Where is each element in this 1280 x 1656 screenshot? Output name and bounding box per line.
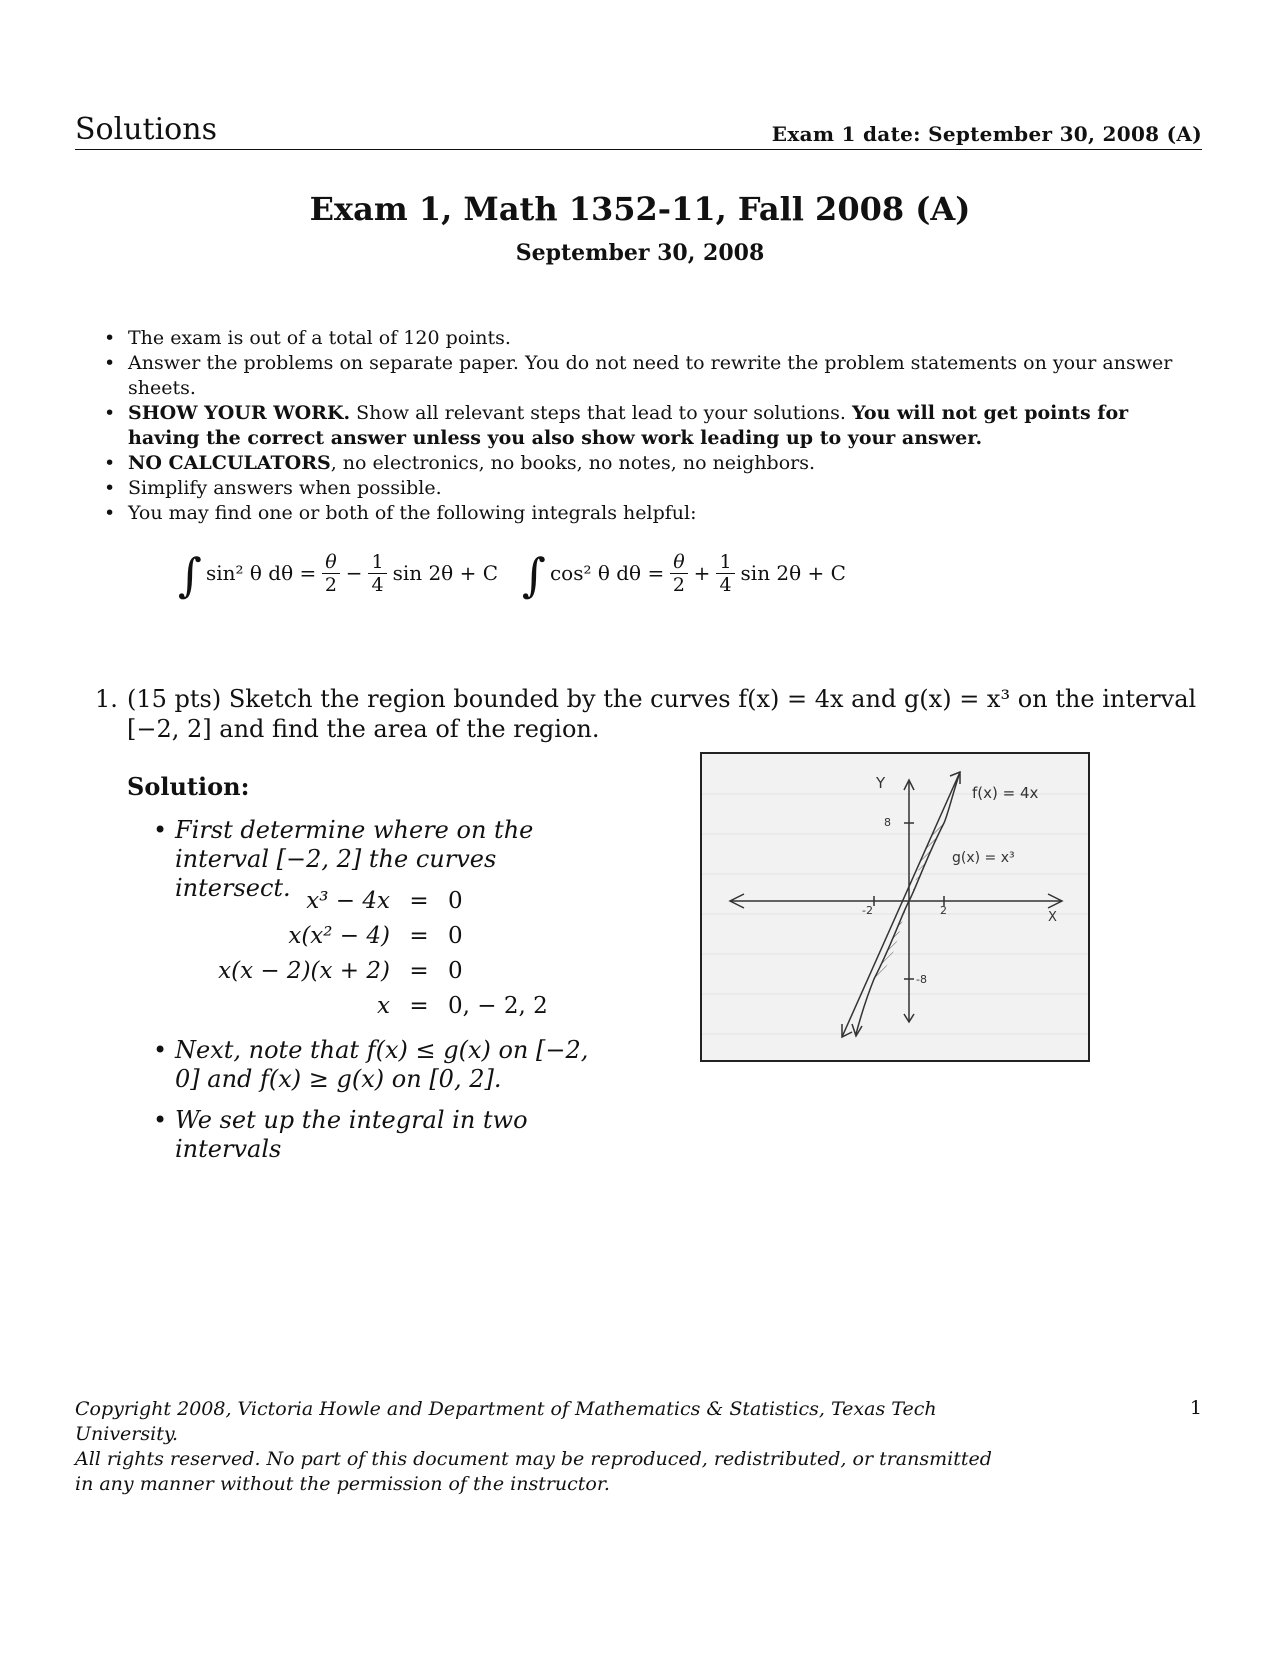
frac-num: θ <box>322 551 339 574</box>
eq-op: = <box>409 993 429 1019</box>
instruction-bold: You will not get points for having the correct answer unless you also show work leading up to your answer. <box>128 402 1129 449</box>
eq-lhs: x³ − 4x <box>306 888 390 914</box>
formula-tail: sin 2θ + C <box>740 561 846 585</box>
solution-bullet-text: We set up the integral in two intervals <box>175 1106 528 1163</box>
eq-lhs: x(x² − 4) <box>288 923 390 949</box>
instruction-bold: SHOW YOUR WORK. <box>128 402 351 424</box>
equation-row <box>150 993 548 1019</box>
solution-bullet-3 <box>153 1106 635 1164</box>
problem-text: (15 pts) Sketch the region bounded by the curves f(x) = 4x and g(x) = x³ on the interval [−2, 2] and find the area of the region. <box>127 685 1197 743</box>
instruction-text: The exam is out of a total of 120 points. <box>128 327 511 349</box>
instruction-text: , no electronics, no books, no notes, no neighbors. <box>330 452 816 474</box>
bullet-icon: • <box>153 1036 168 1064</box>
formula-sin-squared <box>178 548 499 602</box>
header-exam-date: Exam 1 date: September 30, 2008 (A) <box>771 122 1202 146</box>
eq-rhs: 0 <box>448 923 463 949</box>
eq-rhs: 0, − 2, 2 <box>448 993 548 1019</box>
footer-line: All rights reserved. No part of this document may be reproduced, redistributed, or transmitted <box>75 1448 992 1470</box>
x-tick-label-left: -2 <box>862 904 873 917</box>
page-subtitle: September 30, 2008 <box>515 240 765 266</box>
eq-rhs: 0 <box>448 888 463 914</box>
equation-row <box>150 958 463 984</box>
eq-op: = <box>409 888 429 914</box>
equation-row <box>150 923 463 949</box>
x-tick-label-right: 2 <box>940 904 947 917</box>
eq-op: = <box>409 958 429 984</box>
f-label: f(x) = 4x <box>972 784 1039 802</box>
fraction <box>322 551 339 596</box>
page-number: 1 <box>1189 1397 1202 1419</box>
instruction-text: Simplify answers when possible. <box>128 477 442 499</box>
formula-cos-squared <box>522 548 846 602</box>
instruction-item <box>104 451 1204 476</box>
instruction-item <box>104 401 1204 451</box>
integral-sign-icon: ∫ <box>178 548 202 602</box>
fraction <box>368 551 386 596</box>
graph-svg <box>702 754 1088 1060</box>
footer-line: Copyright 2008, Victoria Howle and Department of Mathematics & Statistics, Texas Tech University. <box>75 1398 937 1445</box>
instruction-text: Show all relevant steps that lead to your solutions. <box>350 402 852 424</box>
y-tick-label-bottom: -8 <box>916 973 927 986</box>
instruction-item <box>104 476 1204 501</box>
frac-num: 1 <box>716 551 734 574</box>
page-title: Exam 1, Math 1352-11, Fall 2008 (A) <box>309 190 971 228</box>
header-left-title: Solutions <box>75 112 217 147</box>
problem-1 <box>95 684 1205 744</box>
eq-rhs: 0 <box>448 958 463 984</box>
formula-lhs: sin² θ dθ = <box>205 561 317 585</box>
solution-bullet-text: Next, note that f(x) ≤ g(x) on [−2, 0] and f(x) ≥ g(x) on [0, 2]. <box>175 1036 589 1093</box>
frac-den: 4 <box>719 573 732 596</box>
fraction <box>670 551 687 596</box>
g-label: g(x) = x³ <box>952 850 1015 866</box>
solution-label: Solution: <box>127 772 250 801</box>
instruction-text: You may find one or both of the following integrals helpful: <box>128 502 697 524</box>
formula-op: + <box>693 561 711 585</box>
fraction <box>716 551 734 596</box>
graph-figure <box>700 752 1090 1062</box>
problem-number: 1. <box>95 685 118 713</box>
paper-lines <box>702 794 1088 1034</box>
y-axis-label: Y <box>876 774 886 792</box>
bullet-icon: • <box>153 816 168 844</box>
frac-den: 2 <box>672 573 685 596</box>
footer-line: in any manner without the permission of the instructor. <box>75 1473 610 1495</box>
formula-lhs: cos² θ dθ = <box>549 561 665 585</box>
instruction-text: Answer the problems on separate paper. You do not need to rewrite the problem statements on your answer sheets. <box>128 352 1173 399</box>
formula-op: − <box>345 561 363 585</box>
frac-den: 4 <box>371 573 384 596</box>
frac-den: 2 <box>324 573 338 596</box>
axes <box>730 780 1062 1022</box>
formula-tail: sin 2θ + C <box>392 561 499 585</box>
header-rule <box>75 149 1202 150</box>
eq-lhs: x <box>377 993 390 1019</box>
x-axis-label: X <box>1048 910 1057 925</box>
copyright-footer <box>75 1397 1035 1497</box>
instruction-item <box>104 501 1204 526</box>
frac-num: 1 <box>368 551 386 574</box>
integral-sign-icon: ∫ <box>522 548 546 602</box>
frac-num: θ <box>670 551 687 574</box>
solution-bullet-2 <box>153 1036 595 1094</box>
eq-op: = <box>409 923 429 949</box>
bullet-icon: • <box>153 1106 168 1134</box>
instruction-bold: NO CALCULATORS <box>128 452 331 474</box>
solution-bullet-text: First determine where on the interval [−2, 2] the curves intersect. <box>175 816 534 902</box>
instructions-list <box>104 326 1204 526</box>
instruction-item <box>104 351 1204 401</box>
y-tick-label-top: 8 <box>884 816 891 829</box>
instruction-item <box>104 326 1204 351</box>
eq-lhs: x(x − 2)(x + 2) <box>218 958 390 984</box>
equation-row <box>150 888 463 914</box>
